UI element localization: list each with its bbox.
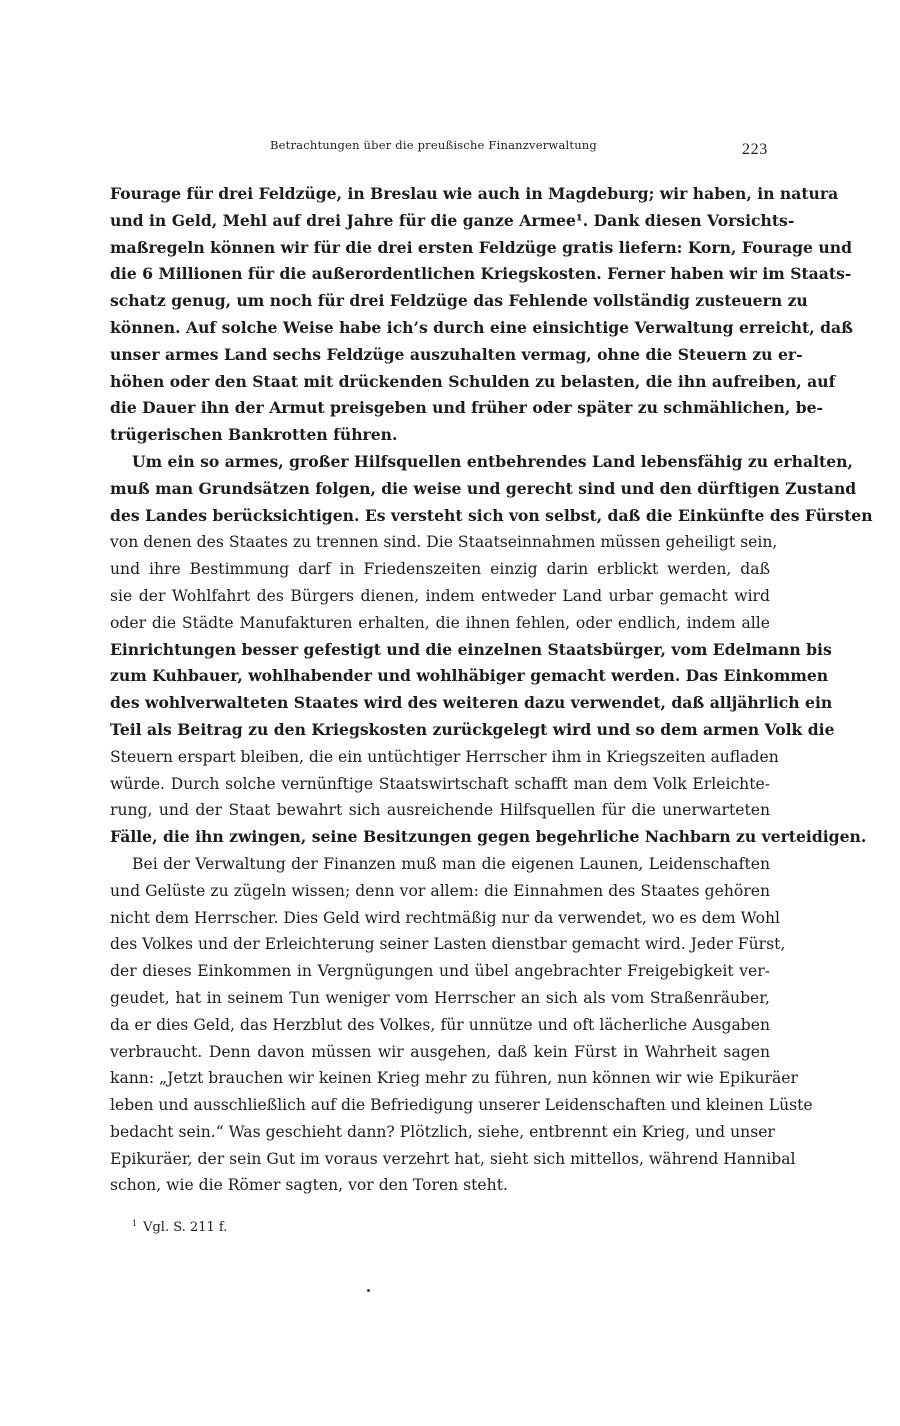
text-line: des Volkes und der Erleichterung seiner Lasten dienstbar gemacht wird. Jeder Fürst, xyxy=(110,935,786,954)
text-line: Einrichtungen besser gefestigt und die einzelnen Staatsbürger, vom Edelmann bis xyxy=(110,639,832,659)
text-line: zum Kuhbauer, wohlhabender und wohlhäbiger gemacht werden. Das Einkommen xyxy=(110,666,829,686)
text-line: des Landes berücksichtigen. Es versteht sich von selbst, daß die Einkünfte des Fürsten xyxy=(110,505,873,525)
text-line: schatz genug, um noch für drei Feldzüge das Fehlende vollständig zusteuern zu xyxy=(110,291,808,311)
text-line: sie der Wohlfahrt des Bürgers dienen, indem entweder Land urbar gemacht wird xyxy=(110,586,770,605)
text-line: nicht dem Herrscher. Dies Geld wird rechtmäßig nur da verwendet, wo es dem Wohl xyxy=(110,908,781,927)
running-head: Betrachtungen über die preußische Finanzverwaltung xyxy=(270,138,597,152)
text-line: die 6 Millionen für die außerordentlichen Kriegskosten. Ferner haben wir im Staats- xyxy=(110,264,852,284)
text-line: und ihre Bestimmung darf in Friedenszeiten einzig darin erblickt werden, daß xyxy=(110,560,770,579)
text-line: rung, und der Staat bewahrt sich ausreichende Hilfsquellen für die unerwarteten xyxy=(110,801,770,820)
text-line: maßregeln können wir für die drei ersten Feldzüge gratis liefern: Korn, Fourage und xyxy=(110,237,852,257)
text-line: von denen des Staates zu trennen sind. Die Staatseinnahmen müssen geheiligt sein, xyxy=(110,533,778,552)
text-line: des wohlverwalteten Staates wird des weiteren dazu verwendet, daß alljährlich ein xyxy=(110,693,833,713)
text-line: würde. Durch solche vernünftige Staatswirtschaft schafft man dem Volk Erleichte- xyxy=(110,774,770,793)
text-line: verbraucht. Denn davon müssen wir ausgehen, daß kein Fürst in Wahrheit sagen xyxy=(110,1042,770,1061)
footnote xyxy=(132,1219,227,1235)
text-line: und in Geld, Mehl auf drei Jahre für die ganze Armee¹. Dank diesen Vorsichts- xyxy=(110,210,795,230)
text-line: oder die Städte Manufakturen erhalten, die ihnen fehlen, oder endlich, indem alle xyxy=(110,613,770,632)
text-line: schon, wie die Römer sagten, vor den Toren steht. xyxy=(110,1176,508,1195)
paragraph-2 xyxy=(110,449,873,851)
text-line: trügerischen Bankrotten führen. xyxy=(110,425,398,445)
text-line: da er dies Geld, das Herzblut des Volkes, für unnütze und oft lächerliche Ausgaben xyxy=(110,1015,770,1034)
text-line: geudet, hat in seinem Tun weniger vom Herrscher an sich als vom Straßenräuber, xyxy=(110,988,770,1007)
text-line: und Gelüste zu zügeln wissen; denn vor allem: die Einnahmen des Staates gehören xyxy=(110,881,770,900)
text-line: Teil als Beitrag zu den Kriegskosten zurückgelegt wird und so dem armen Volk die xyxy=(110,719,835,739)
text-line: die Dauer ihn der Armut preisgeben und früher oder später zu schmählichen, be- xyxy=(110,398,824,418)
text-line: Um ein so armes, großer Hilfsquellen entbehrendes Land lebensfähig zu erhalten, xyxy=(132,451,853,471)
paragraph-1 xyxy=(110,181,853,449)
text-line: unser armes Land sechs Feldzüge auszuhalten vermag, ohne die Steuern zu er- xyxy=(110,344,803,364)
text-line: Steuern erspart bleiben, die ein untüchtiger Herrscher ihm in Kriegszeiten aufladen xyxy=(110,747,779,766)
text-line: bedacht sein.“ Was geschieht dann? Plötzlich, siehe, entbrennt ein Krieg, und unser xyxy=(110,1122,775,1141)
footnote-text: Vgl. S. 211 f. xyxy=(143,1220,228,1235)
page-number: 223 xyxy=(742,141,768,158)
text-line: kann: „Jetzt brauchen wir keinen Krieg mehr zu führen, nun können wir wie Epikuräer xyxy=(110,1069,798,1088)
paragraph-3 xyxy=(110,851,813,1199)
print-speck xyxy=(367,1289,370,1292)
text-line: leben und ausschließlich auf die Befriedigung unserer Leidenschaften und kleinen Lüste xyxy=(110,1096,813,1115)
body-text xyxy=(110,181,873,1199)
text-line: können. Auf solche Weise habe ich’s durch eine einsichtige Verwaltung erreicht, daß xyxy=(110,317,853,337)
text-line: Epikuräer, der sein Gut im voraus verzehrt hat, sieht sich mittellos, während Hannibal xyxy=(110,1149,796,1168)
text-line: Fourage für drei Feldzüge, in Breslau wie auch in Magdeburg; wir haben, in natura xyxy=(110,184,839,203)
footnote-marker: 1 xyxy=(132,1219,138,1228)
text-line: der dieses Einkommen in Vergnügungen und übel angebrachter Freigebigkeit ver- xyxy=(110,962,770,981)
text-line: muß man Grundsätzen folgen, die weise und gerecht sind und den dürftigen Zustand xyxy=(110,478,857,498)
text-line: höhen oder den Staat mit drückenden Schulden zu belasten, die ihn aufreiben, auf xyxy=(110,371,836,391)
text-line: Fälle, die ihn zwingen, seine Besitzungen gegen begehrliche Nachbarn zu verteidigen. xyxy=(110,827,867,847)
text-line: Bei der Verwaltung der Finanzen muß man die eigenen Launen, Leidenschaften xyxy=(132,854,770,873)
